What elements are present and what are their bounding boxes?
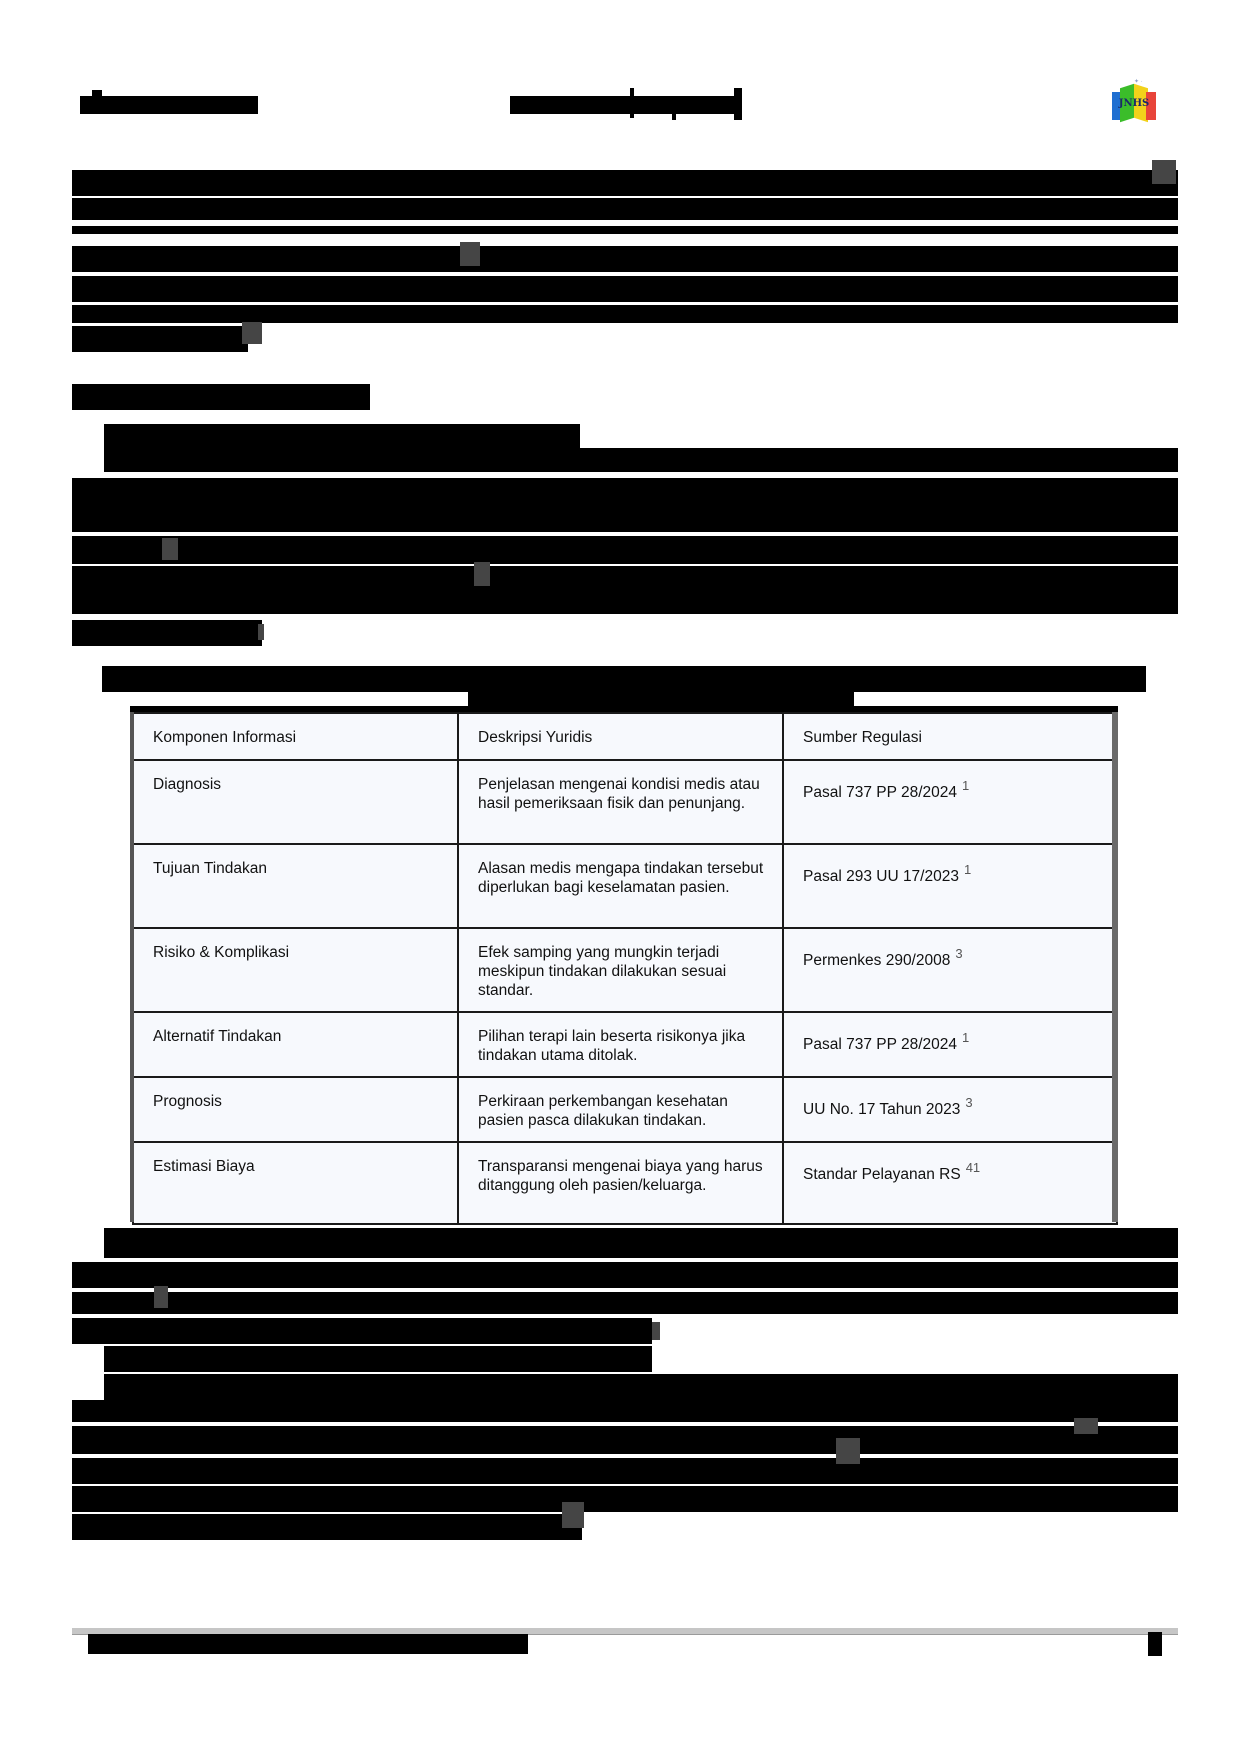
table-right-edge xyxy=(1112,712,1118,1222)
regulation-text: Permenkes 290/2008 xyxy=(803,952,951,969)
cell-sumber xyxy=(783,1077,1117,1142)
informed-consent-info-table xyxy=(132,712,1118,1225)
redaction-fragment xyxy=(630,88,634,118)
cell-deskripsi: Efek samping yang mungkin terjadi meskipun tindakan dilakukan sesuai standar. xyxy=(458,928,783,1012)
logo-text: JNHS xyxy=(1118,98,1150,109)
cell-sumber xyxy=(783,928,1117,1012)
cell-komponen: Diagnosis xyxy=(133,760,458,844)
regulation-text: Pasal 737 PP 28/2024 xyxy=(803,784,957,801)
footnote-ref[interactable]: 3 xyxy=(965,1095,973,1110)
cell-deskripsi: Alasan medis mengapa tindakan tersebut diperlukan bagi keselamatan pasien. xyxy=(458,844,783,928)
table-row xyxy=(133,1142,1117,1224)
cell-sumber xyxy=(783,760,1117,844)
table-row xyxy=(133,844,1117,928)
cell-deskripsi: Perkiraan perkembangan kesehatan pasien pasca dilakukan tindakan. xyxy=(458,1077,783,1142)
header-journal-name-redacted xyxy=(80,96,258,114)
cell-sumber xyxy=(783,1142,1117,1224)
cell-sumber xyxy=(783,844,1117,928)
page-number-redacted xyxy=(1148,1632,1162,1656)
header-volume-redacted xyxy=(510,96,742,114)
cell-komponen: Alternatif Tindakan xyxy=(133,1012,458,1077)
footnote-ref[interactable]: 1 xyxy=(963,862,972,877)
regulation-text: Pasal 737 PP 28/2024 xyxy=(803,1036,957,1053)
cell-deskripsi: Pilihan terapi lain beserta risikonya jika tindakan utama ditolak. xyxy=(458,1012,783,1077)
cell-sumber xyxy=(783,1012,1117,1077)
journal-logo xyxy=(1112,79,1156,122)
table-row xyxy=(133,760,1117,844)
redaction-fragment xyxy=(734,88,742,120)
cell-komponen: Risiko & Komplikasi xyxy=(133,928,458,1012)
sparkle-icon: ✦ · xyxy=(1134,79,1143,85)
regulation-text: UU No. 17 Tahun 2023 xyxy=(803,1101,961,1118)
table-row xyxy=(133,1012,1117,1077)
table-header-row xyxy=(133,713,1117,760)
table-row xyxy=(133,928,1117,1012)
footnote-ref[interactable]: 3 xyxy=(955,946,963,961)
redaction-fragment xyxy=(92,90,102,98)
regulation-text: Pasal 293 UU 17/2023 xyxy=(803,868,959,885)
regulation-text: Standar Pelayanan RS xyxy=(803,1166,961,1183)
section-heading-redacted xyxy=(72,384,370,410)
header-cell-komponen: Komponen Informasi xyxy=(133,713,458,760)
redaction-fragment xyxy=(672,98,676,120)
header-cell-deskripsi: Deskripsi Yuridis xyxy=(458,713,783,760)
footnote-ref[interactable]: 1 xyxy=(961,778,970,793)
table-row xyxy=(133,1077,1117,1142)
footer-journal-info-redacted xyxy=(88,1634,528,1654)
header-cell-sumber: Sumber Regulasi xyxy=(783,713,1117,760)
footnote-ref[interactable]: 41 xyxy=(965,1160,981,1175)
cell-deskripsi: Penjelasan mengenai kondisi medis atau hasil pemeriksaan fisik dan penunjang. xyxy=(458,760,783,844)
footnote-ref[interactable]: 1 xyxy=(961,1030,970,1045)
table-left-edge xyxy=(130,712,134,1222)
cell-komponen: Prognosis xyxy=(133,1077,458,1142)
cell-deskripsi: Transparansi mengenai biaya yang harus ditanggung oleh pasien/keluarga. xyxy=(458,1142,783,1224)
cell-komponen: Tujuan Tindakan xyxy=(133,844,458,928)
cell-komponen: Estimasi Biaya xyxy=(133,1142,458,1224)
